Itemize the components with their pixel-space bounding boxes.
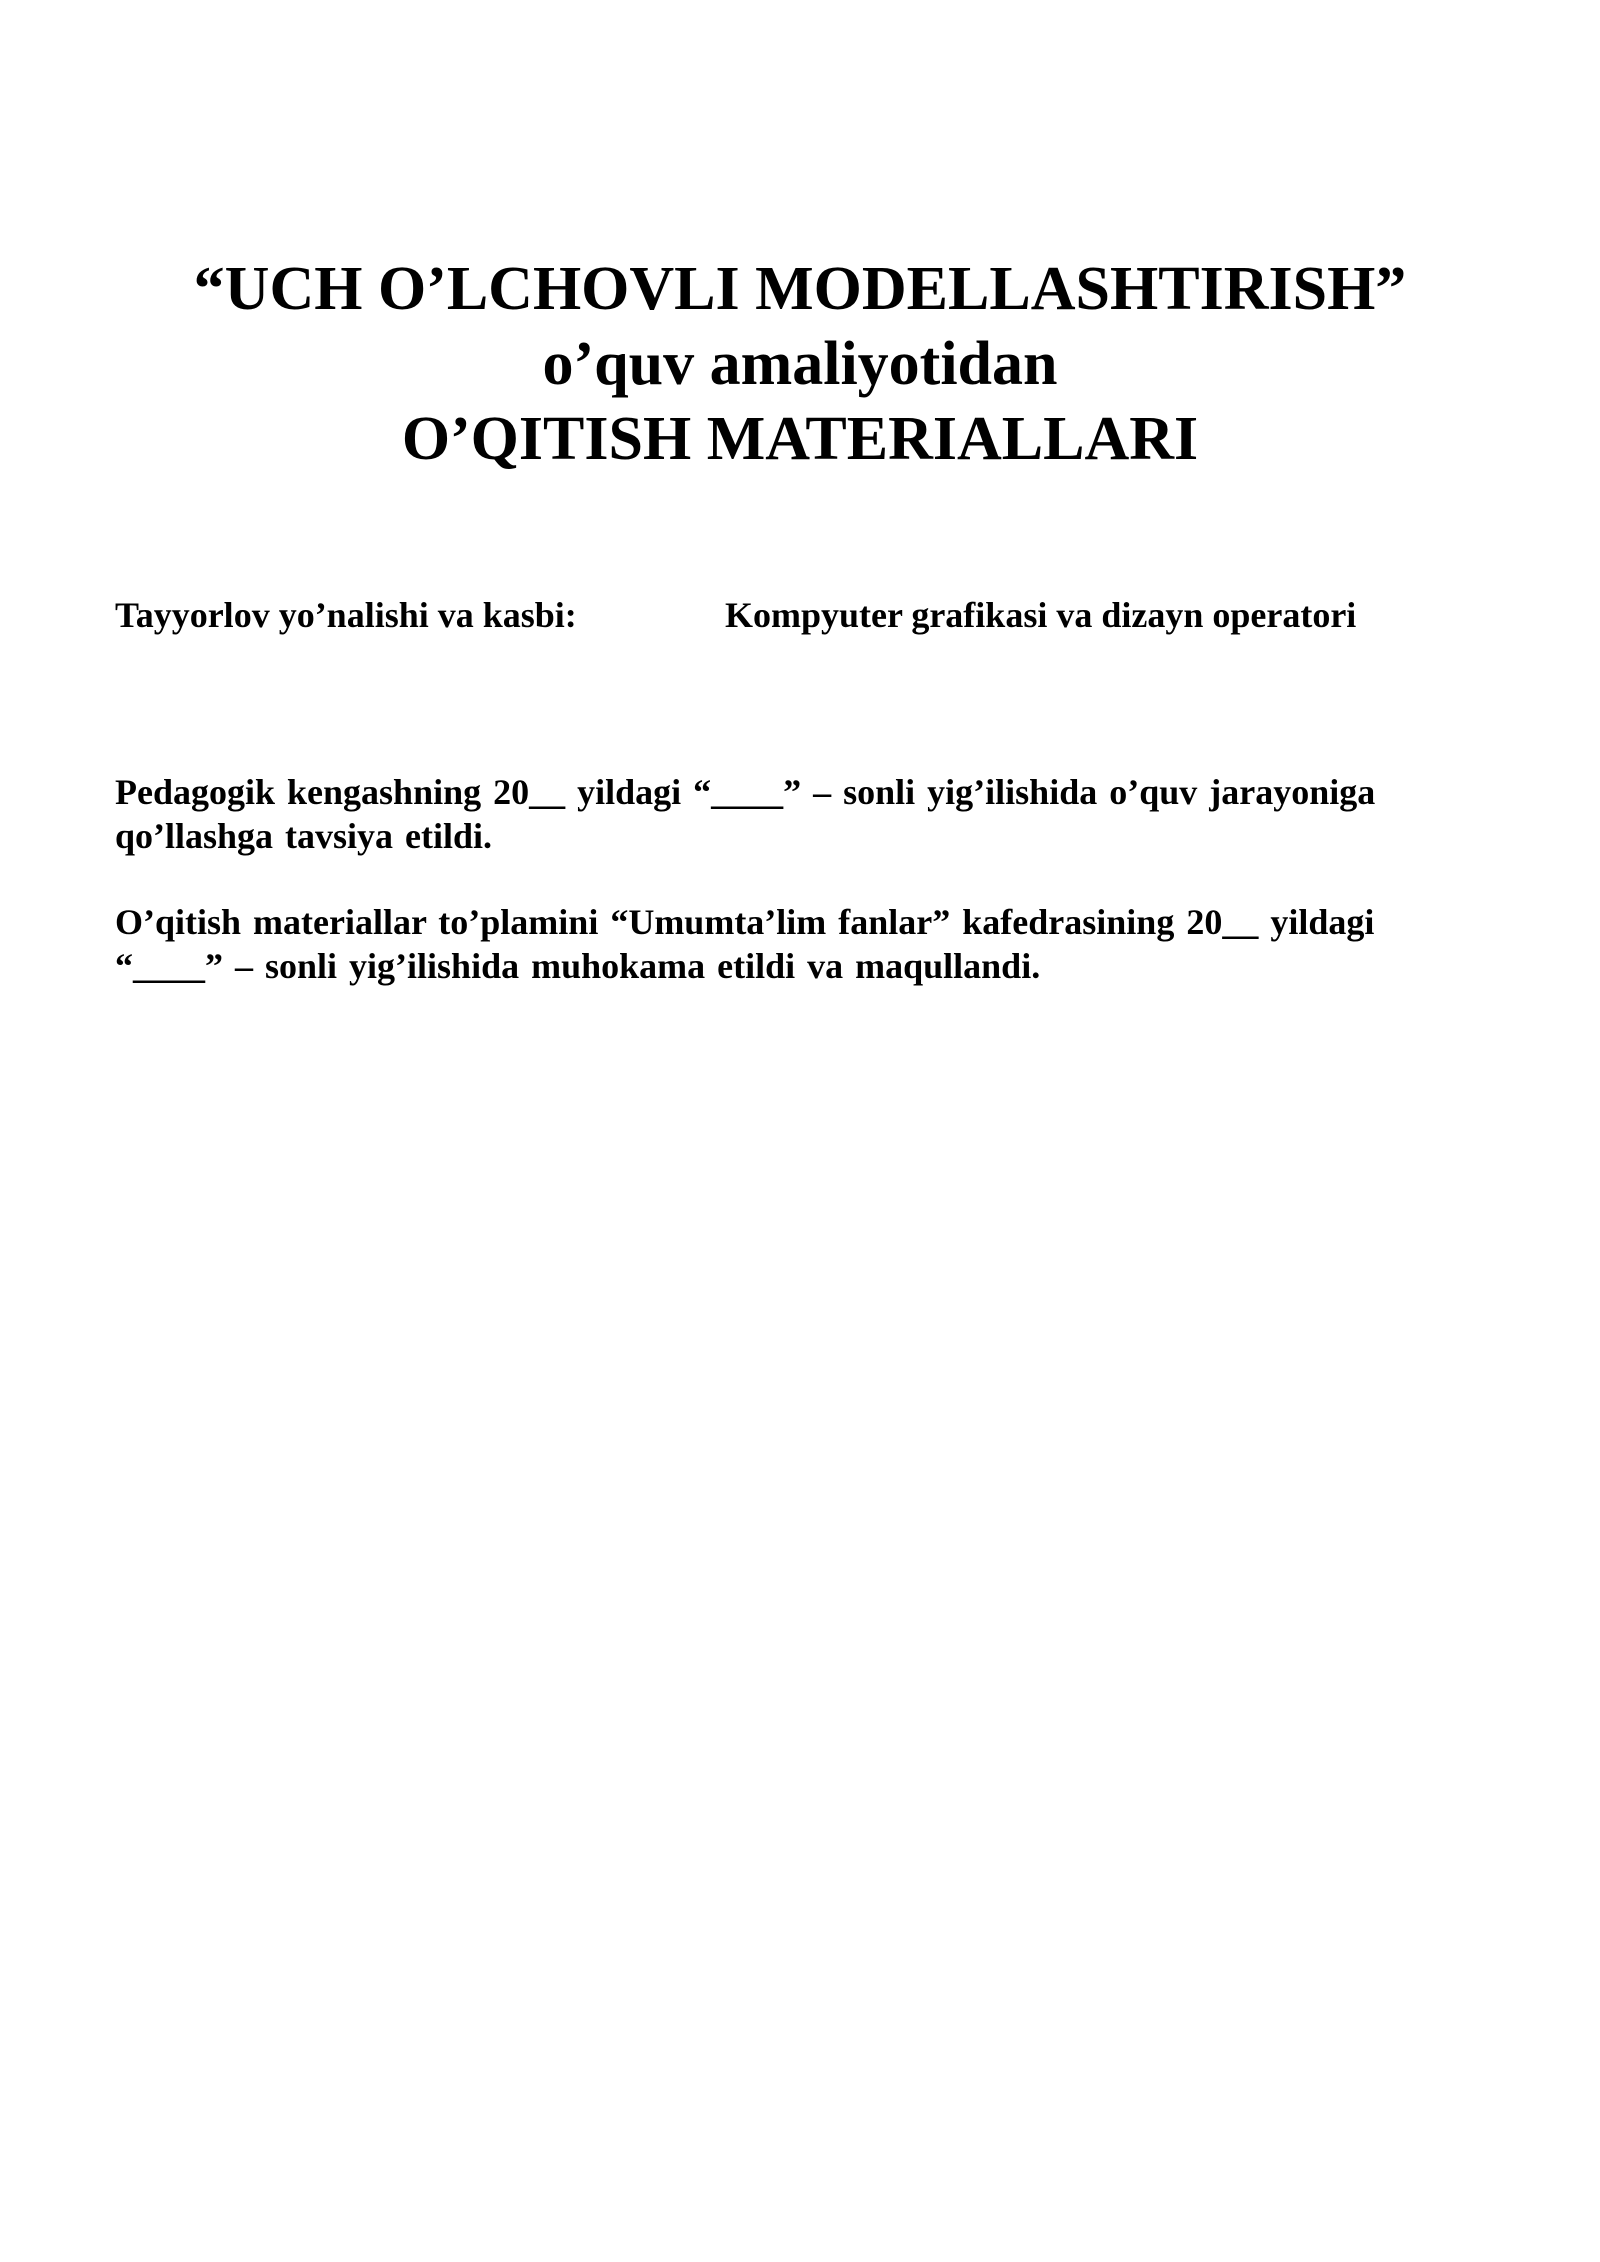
department-approval-paragraph (115, 900, 1495, 988)
paragraph-line: Pedagogik kengashning 20__ yildagi “____” – sonli yig’ilishida o’quv jarayoniga (115, 772, 1376, 812)
title-line-1: “UCH O’LCHOVLI MODELLASHTIRISH” (193, 255, 1407, 323)
training-direction-value: Kompyuter grafikasi va dizayn operatori (725, 595, 1357, 635)
title-line-3: O’QITISH MATERIALLARI (401, 405, 1199, 473)
training-direction-label: Tayyorlov yo’nalishi va kasbi: (115, 595, 577, 635)
pedagogical-council-paragraph (115, 770, 1495, 858)
paragraph-line: “____” – sonli yig’ilishida muhokama etildi va maqullandi. (115, 946, 1041, 986)
paragraph-line: qo’llashga tavsiya etildi. (115, 816, 493, 856)
training-direction-row (115, 590, 1495, 640)
document-title (0, 252, 1600, 477)
paragraph-line: O’qitish materiallar to’plamini “Umumta’lim fanlar” kafedrasining 20__ yildagi (115, 902, 1375, 942)
title-line-2: o’quv amaliyotidan (542, 330, 1058, 398)
